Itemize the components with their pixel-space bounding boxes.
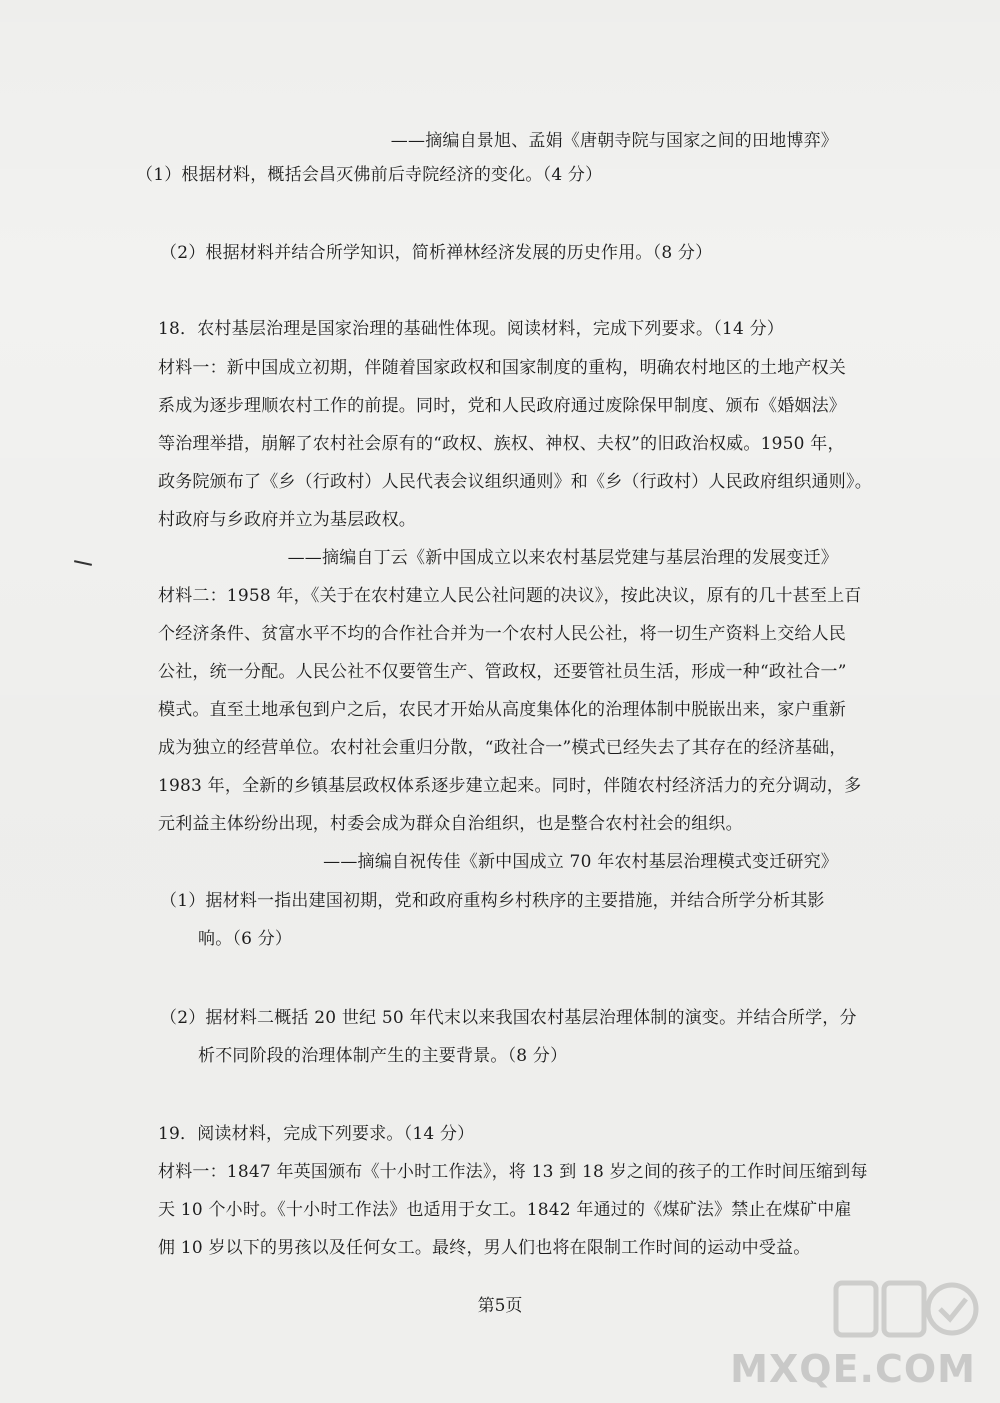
pen-mark [74, 560, 92, 566]
material-2-line-4: 模式。直至土地承包到户之后，农民才开始从高度集体化的治理体制中脱嵌出来，家户重新 [158, 700, 846, 720]
page-number: 第5页 [477, 1296, 523, 1316]
material-2-line-6: 1983 年，全新的乡镇基层政权体系逐步建立起来。同时，伴随农村经济活力的充分调动，多 [158, 776, 862, 796]
question-17-2: （2）根据材料并结合所学知识，简析禅林经济发展的历史作用。（8 分） [160, 243, 713, 263]
question-18-1-line-2: 响。（6 分） [198, 929, 293, 949]
material-1-line-3: 等治理举措，崩解了农村社会原有的“政权、族权、神权、夫权”的旧政治权威。1950 年， [158, 434, 845, 454]
material-3-line-3: 佣 10 岁以下的男孩以及任何女工。最终，男人们也将在限制工作时间的运动中受益。 [158, 1238, 811, 1258]
material-2-line-2: 个经济条件、贫富水平不均的合作社合并为一个农村人民公社，将一切生产资料上交给人民 [158, 624, 846, 644]
question-19-heading: 19．阅读材料，完成下列要求。（14 分） [158, 1124, 475, 1144]
question-18-heading: 18．农村基层治理是国家治理的基础性体现。阅读材料，完成下列要求。（14 分） [158, 319, 784, 339]
question-18-2-line-1: （2）据材料二概括 20 世纪 50 年代末以来我国农村基层治理体制的演变。并结合所学，分 [160, 1008, 857, 1028]
material-1-line-1: 材料一：新中国成立初期，伴随着国家政权和国家制度的重构，明确农村地区的土地产权关 [158, 358, 846, 378]
material-2-line-3: 公社，统一分配。人民公社不仅要管生产、管政权，还要管社员生活，形成一种“政社合一” [158, 662, 847, 682]
material-3-line-1: 材料一：1847 年英国颁布《十小时工作法》，将 13 到 18 岁之间的孩子的工作时间压缩到每 [158, 1162, 868, 1182]
material-3-line-2: 天 10 个小时。《十小时工作法》也适用于女工。1842 年通过的《煤矿法》禁止在煤矿中雇 [158, 1200, 852, 1220]
material-2-line-7: 元利益主体纷纷出现，村委会成为群众自治组织，也是整合农村社会的组织。 [158, 814, 743, 834]
material-1-line-2: 系成为逐步理顺农村工作的前提。同时，党和人民政府通过废除保甲制度、颁布《婚姻法》 [158, 396, 846, 416]
source-citation-1: ——摘编自景旭、孟娟《唐朝寺院与国家之间的田地博弈》 [390, 131, 838, 151]
site-watermark [730, 1275, 986, 1395]
material-1-line-5: 村政府与乡政府并立为基层政权。 [158, 510, 416, 530]
question-18-2-line-2: 析不同阶段的治理体制产生的主要背景。（8 分） [198, 1046, 568, 1066]
source-citation-3: ——摘编自祝传佳《新中国成立 70 年农村基层治理模式变迁研究》 [323, 852, 838, 872]
material-2-line-5: 成为独立的经营单位。农村社会重归分散，“政社合一”模式已经失去了其存在的经济基础， [158, 738, 847, 758]
watermark-logo-icon [830, 1275, 980, 1347]
question-17-1: （1）根据材料，概括会昌灭佛前后寺院经济的变化。（4 分） [136, 165, 603, 185]
source-citation-2: ——摘编自丁云《新中国成立以来农村基层党建与基层治理的发展变迁》 [287, 548, 838, 568]
material-2-line-1: 材料二：1958 年，《关于在农村建立人民公社问题的决议》，按此决议，原有的几十甚至上百 [158, 586, 862, 606]
question-18-1-line-1: （1）据材料一指出建国初期，党和政府重构乡村秩序的主要措施，并结合所学分析其影 [160, 891, 825, 911]
material-1-line-4: 政务院颁布了《乡（行政村）人民代表会议组织通则》和《乡（行政村）人民政府组织通则》。 [158, 472, 872, 492]
watermark-text: MXQE.COM [730, 1347, 976, 1391]
